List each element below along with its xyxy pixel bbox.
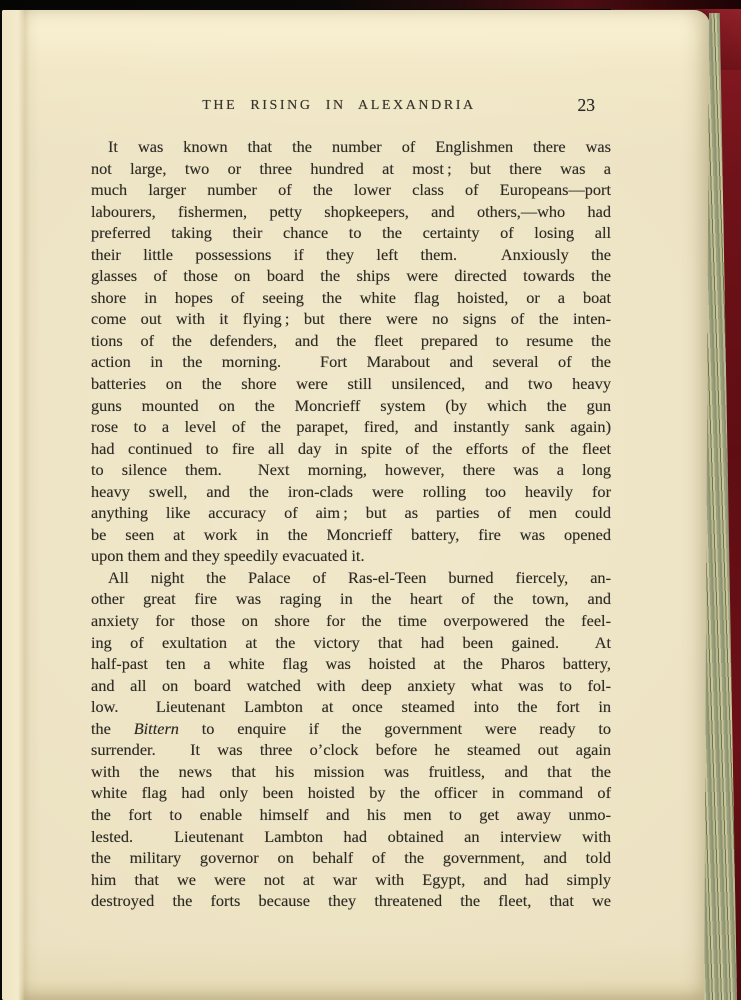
text-line bbox=[91, 136, 611, 158]
text-line bbox=[91, 890, 611, 912]
text-segment: with the news that his mission was fruitless, and that the bbox=[91, 761, 611, 781]
text-segment: ing of exultation at the victory that had been gained. At bbox=[91, 632, 611, 652]
text-line bbox=[91, 545, 611, 567]
text-line bbox=[91, 826, 611, 848]
text-segment: to silence them. Next morning, however, there was a long bbox=[91, 460, 611, 480]
text-segment: tions of the defenders, and the fleet prepared to resume the bbox=[91, 330, 611, 350]
text-segment: It was known that the number of Englishmen there was bbox=[108, 137, 611, 156]
text-line bbox=[91, 158, 611, 180]
text-segment: their little possessions if they left them. Anxiously the bbox=[91, 244, 611, 264]
text-line bbox=[91, 222, 611, 244]
paragraph bbox=[91, 567, 611, 912]
text-line bbox=[91, 459, 611, 481]
text-line bbox=[91, 481, 611, 503]
text-line bbox=[91, 351, 611, 373]
text-segment: him that we were not at war with Egypt, and had simply bbox=[91, 869, 611, 889]
text-line bbox=[91, 395, 611, 417]
text-line bbox=[91, 739, 611, 761]
running-header-title: THE RISING IN ALEXANDRIA bbox=[202, 98, 476, 113]
page-number: 23 bbox=[577, 95, 595, 115]
paragraph bbox=[91, 136, 611, 567]
text-segment: All night the Palace of Ras-el-Teen burned fiercely, an- bbox=[108, 567, 611, 587]
text-segment: heavy swell, and the iron-clads were rolling too heavily for bbox=[91, 481, 611, 501]
text-segment: not large, two or three hundred at most ; but there was a bbox=[91, 158, 611, 178]
text-segment: to enquire if the government were ready to bbox=[178, 718, 611, 738]
text-line bbox=[91, 416, 611, 438]
text-line bbox=[91, 201, 611, 223]
text-line bbox=[91, 675, 611, 697]
text-segment: anything like accuracy of aim ; but as parties of men could bbox=[91, 503, 611, 523]
page-gutter-shading bbox=[2, 10, 40, 1000]
text-segment: shore in hopes of seeing the white flag hoisted, or a boat bbox=[91, 287, 611, 307]
text-segment: be seen at work in the Moncrieff battery, fire was opened bbox=[91, 524, 611, 544]
text-line bbox=[91, 869, 611, 891]
text-line bbox=[91, 244, 611, 266]
text-line bbox=[91, 804, 611, 826]
text-segment: batteries on the shore were still unsilenced, and two heavy bbox=[91, 374, 611, 394]
text-line bbox=[91, 632, 611, 654]
page-text bbox=[91, 136, 611, 912]
text-segment: anxiety for those on shore for the time overpowered the feel- bbox=[91, 611, 611, 631]
text-segment: preferred taking their chance to the certainty of losing all bbox=[91, 223, 611, 243]
text-line bbox=[91, 847, 611, 869]
text-segment: action in the morning. Fort Marabout and several of the bbox=[91, 352, 611, 372]
scan-top-dark-strip bbox=[0, 0, 741, 9]
text-line bbox=[91, 373, 611, 395]
text-segment: the fort to enable himself and his men to get away unmo- bbox=[91, 804, 611, 824]
text-segment: much larger number of the lower class of Europeans—port bbox=[91, 180, 611, 200]
text-line bbox=[91, 265, 611, 287]
text-line bbox=[91, 330, 611, 352]
text-segment: surrender. It was three o’clock before he steamed out again bbox=[91, 740, 611, 760]
text-segment: labourers, fishermen, petty shopkeepers, and others,—who had bbox=[91, 201, 611, 221]
text-segment: rose to a level of the parapet, fired, and instantly sank again) bbox=[91, 417, 611, 437]
text-segment: come out with it flying ; but there were no signs of the inten- bbox=[91, 309, 611, 329]
text-line bbox=[91, 524, 611, 546]
text-segment: glasses of those on board the ships were directed towards the bbox=[91, 266, 611, 286]
ship-name-italic: Bittern bbox=[133, 718, 179, 738]
text-segment: destroyed the forts because they threatened the fleet, that we bbox=[91, 891, 611, 911]
text-line bbox=[91, 718, 611, 740]
book-page bbox=[2, 10, 710, 1000]
text-line bbox=[91, 588, 611, 610]
text-segment: and all on board watched with deep anxiety what was to fol- bbox=[91, 675, 611, 695]
running-header bbox=[91, 95, 611, 120]
text-segment: upon them and they speedily evacuated it. bbox=[91, 546, 365, 566]
text-segment: white flag had only been hoisted by the officer in command of bbox=[91, 783, 611, 803]
text-line bbox=[91, 761, 611, 783]
text-line bbox=[91, 179, 611, 201]
text-line bbox=[91, 308, 611, 330]
text-segment: lested. Lieutenant Lambton had obtained an interview with bbox=[91, 826, 611, 846]
text-line bbox=[91, 696, 611, 718]
text-line bbox=[91, 782, 611, 804]
text-segment: guns mounted on the Moncrieff system (by which the gun bbox=[91, 395, 611, 415]
text-line bbox=[91, 653, 611, 675]
text-line bbox=[91, 438, 611, 460]
text-line bbox=[91, 567, 611, 589]
text-line bbox=[91, 287, 611, 309]
text-segment: low. Lieutenant Lambton at once steamed into the fort in bbox=[91, 697, 611, 717]
text-segment: the bbox=[91, 718, 134, 738]
text-segment: had continued to fire all day in spite of the efforts of the fleet bbox=[91, 438, 611, 458]
text-line bbox=[91, 502, 611, 524]
text-segment: other great fire was raging in the heart of the town, and bbox=[91, 589, 611, 609]
text-line bbox=[91, 610, 611, 632]
text-segment: the military governor on behalf of the government, and told bbox=[91, 848, 611, 868]
text-segment: half-past ten a white flag was hoisted at the Pharos battery, bbox=[91, 654, 611, 674]
